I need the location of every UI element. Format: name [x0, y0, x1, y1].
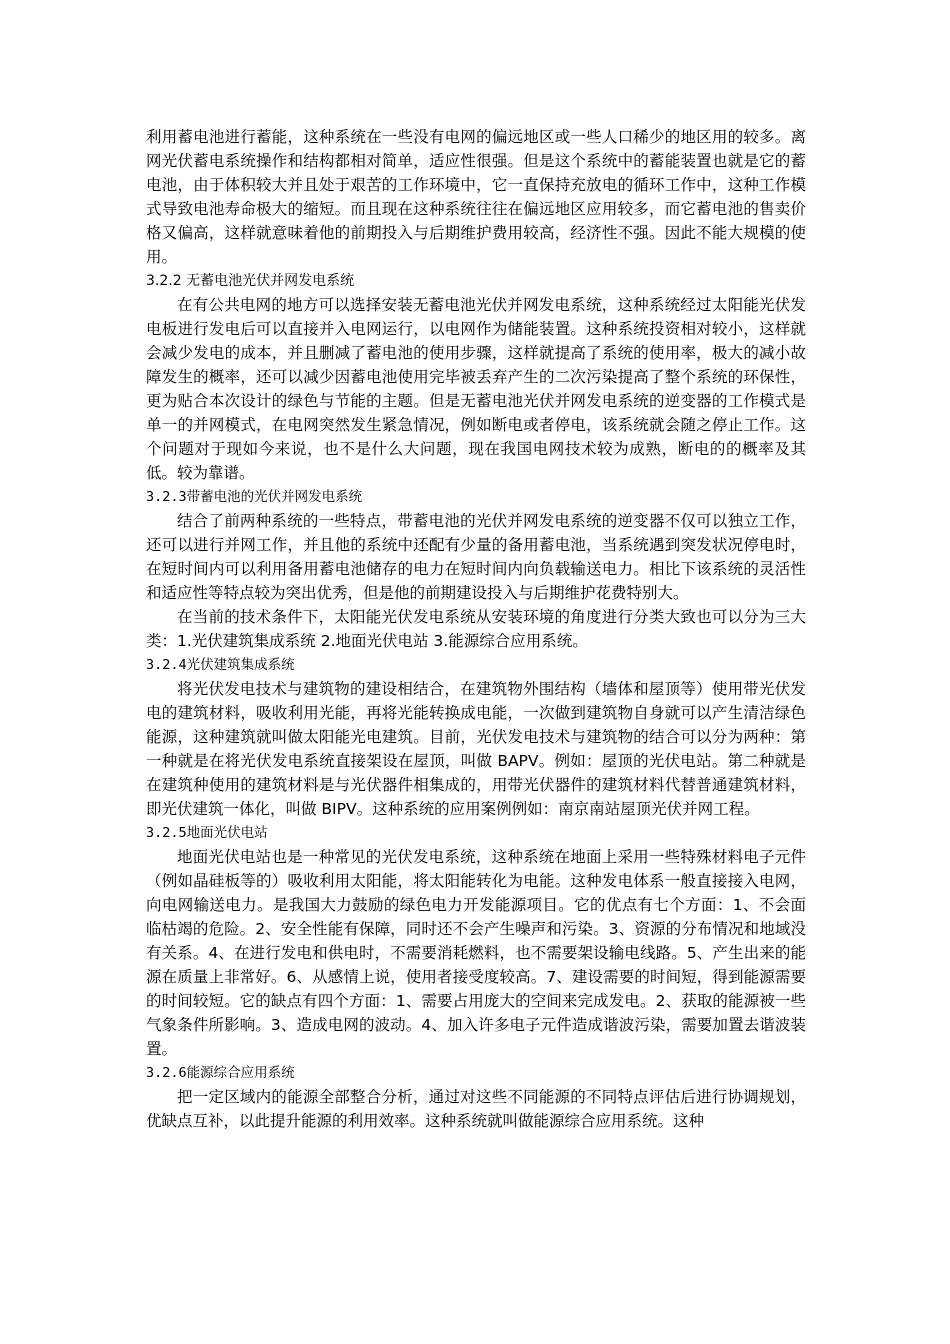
- paragraph-intro: 利用蓄电池进行蓄能，这种系统在一些没有电网的偏远地区或一些人口稀少的地区用的较多。离网光伏蓄电系统操作和结构都相对简单，适应性很强。但是这个系统中的蓄能装置也就是它的蓄电池，由于体积较大并且处于艰苦的工作环境中，它一直保持充放电的循环工作中，这种工作模式导致电池寿命极大的缩短。而且现在这种系统往往在偏远地区应用较多，而它蓄电池的售卖价格又偏高，这样就意味着他的前期投入与后期维护费用较高，经济性不强。因此不能大规模的使用。: [146, 128, 806, 266]
- section-heading-3-2-4: 3.2.4光伏建筑集成系统: [146, 657, 295, 673]
- section-heading-3-2-6: 3.2.6能源综合应用系统: [146, 1065, 295, 1081]
- paragraph-3-2-6: 把一定区域内的能源全部整合分析，通过对这些不同能源的不同特点评估后进行协调规划，优缺点互补，以此提升能源的利用效率。这种系统就叫做能源综合应用系统。这种: [146, 1088, 806, 1130]
- paragraph-3-2-3: 结合了前两种系统的一些特点，带蓄电池的光伏并网发电系统的逆变器不仅可以独立工作，还可以进行并网工作，并且他的系统中还配有少量的备用蓄电池，当系统遇到突发状况停电时，在短时间内可以利用备用蓄电池储存的电力在短时间内向负载输送电力。相比下该系统的灵活性和适应性等特点较为突出优秀，但是他的前期建设投入与后期维护花费特别大。: [146, 512, 806, 602]
- paragraph-3-2-4: 将光伏发电技术与建筑物的建设相结合，在建筑物外围结构（墙体和屋顶等）使用带光伏发电的建筑材料，吸收利用光能，再将光能转换成电能，一次做到建筑物自身就可以产生清洁绿色能源，这种建筑就叫做太阳能光电建筑。目前，光伏发电技术与建筑物的结合可以分为两种：第一种就是在将光伏发电系统直接架设在屋顶，叫做 BAPV。例如：屋顶的光伏电站。第二种就是在建筑种使用的建筑材料是与光伏器件相集成的，用带光伏器件的建筑材料代替普通建筑材料，即光伏建筑一体化，叫做 BIPV。这种系统的应用案例例如：南京南站屋顶光伏并网工程。: [146, 680, 806, 818]
- paragraph-3-2-5: 地面光伏电站也是一种常见的光伏发电系统，这种系统在地面上采用一些特殊材料电子元件（例如晶硅板等的）吸收利用太阳能，将太阳能转化为电能。这种发电体系一般直接接入电网，向电网输送电力。是我国大力鼓励的绿色电力开发能源项目。它的优点有七个方面：1、不会面临枯竭的危险。2、安全性能有保障，同时还不会产生噪声和污染。3、资源的分布情况和地域没有关系。4、在进行发电和供电时，不需要消耗燃料，也不需要架设输电线路。5、产生出来的能源在质量上非常好。6、从感情上说，使用者接受度较高。7、建设需要的时间短，得到能源需要的时间较短。它的缺点有四个方面：1、需要占用庞大的空间来完成发电。2、获取的能源被一些气象条件所影响。3、造成电网的波动。4、加入许多电子元件造成谐波污染，需要加置去谐波装置。: [146, 848, 806, 1058]
- paragraph-classification: 在当前的技术条件下，太阳能光伏发电系统从安装环境的角度进行分类大致也可以分为三大类：1.光伏建筑集成系统 2.地面光伏电站 3.能源综合应用系统。: [146, 608, 806, 650]
- section-heading-3-2-5: 3.2.5地面光伏电站: [146, 825, 268, 841]
- section-heading-3-2-2: 3.2.2 无蓄电池光伏并网发电系统: [146, 273, 355, 289]
- paragraph-3-2-2: 在有公共电网的地方可以选择安装无蓄电池光伏并网发电系统，这种系统经过太阳能光伏发电板进行发电后可以直接并入电网运行，以电网作为储能装置。这种系统投资相对较小，这样就会减少发电的成本，并且删减了蓄电池的使用步骤，这样就提高了系统的使用率，极大的减小故障发生的概率，还可以减少因蓄电池使用完毕被丢弃产生的二次污染提高了整个系统的环保性，更为贴合本次设计的绿色与节能的主题。但是无蓄电池光伏并网发电系统的逆变器的工作模式是单一的并网模式，在电网突然发生紧急情况，例如断电或者停电，该系统就会随之停止工作。这个问题对于现如今来说，也不是什么大问题，现在我国电网技术较为成熟，断电的的概率及其低。较为靠谱。: [146, 296, 806, 482]
- document-body: [146, 125, 806, 1133]
- section-heading-3-2-3: 3.2.3带蓄电池的光伏并网发电系统: [146, 489, 363, 505]
